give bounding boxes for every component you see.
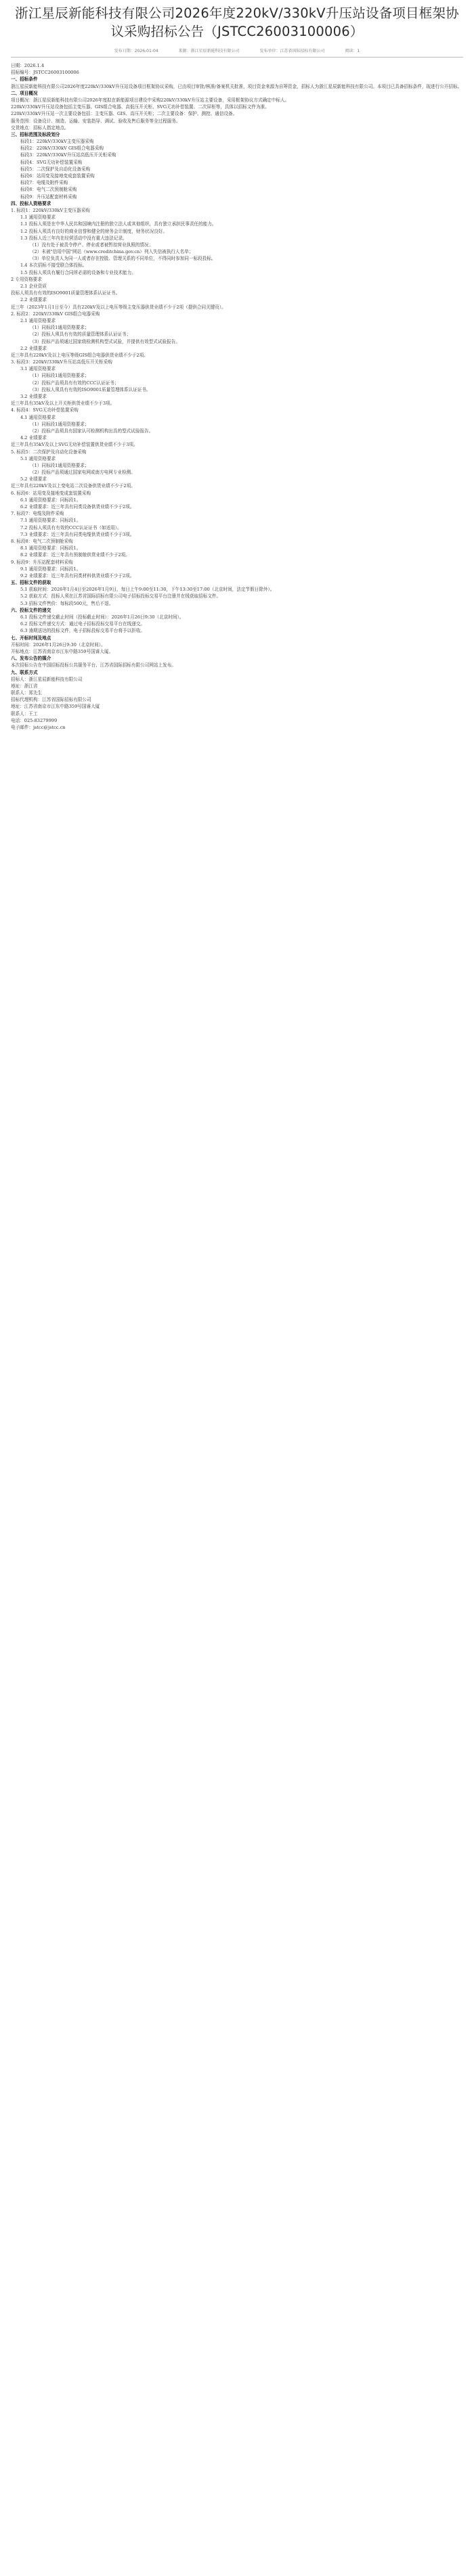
body-line: （3）投标人须具有有效的ISO9001质量管理体系认证证书。	[30, 386, 151, 392]
body-line: 4. 标段4：SVG无功补偿装置采购	[11, 407, 79, 413]
body-line: 7.3 业绩要求：近三年具有同类电缆供货业绩不少于3项。	[20, 531, 135, 537]
body-line: 1.4 本次招标不接受联合体投标。	[20, 263, 87, 269]
body-line: 投标人须具有有效的ISO9001质量管理体系认证证书。	[11, 290, 121, 296]
body-line: 标段1：220kV/330kV主变压器采购	[20, 139, 94, 145]
section-heading: 八、发布公告的媒介	[11, 656, 51, 662]
body-line: 5.2 获取方式：投标人须在江苏省国际招标有限公司电子招标投标交易平台注册并在线获取招标文件。	[20, 593, 221, 600]
body-line: 标段3：220kV/330kV升压站高低压开关柜采购	[20, 152, 116, 158]
body-line: 9.2 业绩要求：近三年具有同类材料供货业绩不少于2项。	[20, 572, 135, 579]
body-line: 1.1 通用资格要求	[20, 214, 56, 221]
body-line: 标段7：电缆及附件采购	[20, 180, 68, 186]
body-line: （1）同标段1通用资格要求；	[30, 325, 89, 331]
body-line: 电话：025-83279999	[11, 717, 58, 723]
body-line: 5.3 招标文件售价：每标段500元，售后不退。	[20, 600, 114, 606]
body-line: 7.1 通用资格要求：同标段1。	[20, 518, 81, 524]
body-line: 本次招标公告在中国招标投标公共服务平台、江苏省国际招标有限公司网站上发布。	[11, 662, 176, 669]
body-line: 7. 标段7：电缆及附件采购	[11, 511, 64, 517]
body-line: （3）单位负责人为同一人或者存在控股、管理关系的不同单位，不得同时参加同一标段投标。	[30, 256, 216, 262]
body-line: （1）同标段1通用资格要求；	[30, 373, 89, 379]
body-line: 地址：浙江省	[11, 683, 38, 689]
body-line: 联系人：郑先生	[11, 690, 43, 696]
body-line: 近三年具有220kV及以上变电站二次设备供货业绩不少于2项。	[11, 483, 135, 489]
section-heading: 五、招标文件的获取	[11, 580, 51, 586]
body-line: 开标地点：江苏省南京市江东中路359号国睿大厦。	[11, 648, 114, 654]
body-line: 标段5：二次保护及自动化设备采购	[20, 166, 91, 172]
body-line: 标段6：站用变及接地变成套装置采购	[20, 173, 95, 179]
section-heading: 三、招标范围及标段划分	[11, 131, 60, 137]
meta-date: 发布日期：2026-01-04	[114, 49, 158, 53]
body-line: （2）投标人须具有有效的质量管理体系认证证书；	[30, 332, 131, 338]
body-line: 5. 标段5：二次保护及自动化设备采购	[11, 449, 87, 455]
body-line: 近三年具有35kV及以上SVG无功补偿装置供货业绩不少于3项。	[11, 442, 138, 448]
meta-source: 来源：浙江星辰新能科技有限公司	[178, 49, 240, 53]
body-line: （2）投标产品须具有有效的CCC认证证书；	[30, 380, 119, 386]
body-line: 5.2 业绩要求	[20, 476, 47, 482]
body-line: 7.2 投标人须具有有效的CCC认证证书（如适用）。	[20, 524, 122, 530]
body-line: 3. 标段3：220kV/330kV升压站高低压开关柜采购	[11, 359, 112, 365]
body-line: 联系人：王工	[11, 710, 38, 717]
body-line: 服务范围：设备设计、制造、运输、安装指导、调试、验收及售后服务等全过程服务。	[11, 118, 181, 124]
body-line: 6.2 投标文件递交方式：通过电子招标投标交易平台在线递交。	[20, 621, 146, 627]
body-line: （2）投标产品须具有国家认可检测机构出具的型式试验报告。	[30, 428, 154, 434]
section-heading: 二、项目概况	[11, 90, 38, 96]
body-line: 220kV/330kV升压站一次主要设备包括：主变压器、GIS、高压开关柜；二次主要设备：保护、测控、通信设备。	[11, 111, 238, 117]
body-line: （1）同标段1通用资格要求；	[30, 462, 89, 468]
body-line: 招标人：浙江星辰新能科技有限公司	[11, 676, 83, 682]
body-line: 1.1 投标人须是在中华人民共和国境内注册的独立法人或其他组织，具有独立承担民事责任的能力。	[20, 221, 217, 227]
body-line: 4.2 业绩要求	[20, 435, 47, 441]
body-line: （1）没有处于被责令停产、停业或者被暂扣营业执照的情况；	[30, 242, 154, 248]
body-line: 日期：2026.1.4	[11, 63, 45, 68]
page-title: 浙江星辰新能科技有限公司2026年度220kV/330kV升压站设备项目框架协议采购招标公告（JSTCC26003100006）	[15, 5, 459, 39]
body-line: （1）同标段1通用资格要求；	[30, 421, 89, 427]
body-line: 9.1 通用资格要求：同标段1。	[20, 566, 81, 572]
body-line: 3.1 通用资格要求	[20, 366, 56, 372]
body-line: 6.2 业绩要求：近三年具有同类设备供货业绩不少于2项。	[20, 504, 135, 510]
body-line: 5.1 获取时间：2026年1月4日至2026年1月9日，每日上午9:00至11:30，下午13:30至17:00（北京时间，法定节假日除外）。	[20, 587, 275, 593]
body-line: 6.1 通用资格要求：同标段1。	[20, 497, 81, 503]
body-line: 标段4：SVG无功补偿装置采购	[20, 159, 83, 165]
body-line: 3.2 业绩要求	[20, 394, 47, 399]
body-line: （3）投标产品须通过国家级检测机构型式试验，并提供有效型式试验报告。	[30, 338, 180, 344]
body-line: 2 专用资格要求	[11, 276, 42, 282]
body-line: 浙江星辰新能科技有限公司2026年度220kV/330kV升压站设备项目框架协议采购，已由项目审批/核准/备案机关批准，项目资金来源为自筹资金，招标人为浙江星辰新能科技有限公司。本项目已具备招标条件，现进行公开招标。	[11, 83, 462, 89]
body-line: 标段8：电气二次预制舱采购	[20, 187, 77, 193]
body-line: 近三年具有220kV及以上电压等级GIS组合电器供货业绩不少于2项。	[11, 352, 148, 358]
body-line: 项目概况：浙江星辰新能科技有限公司2026年度拟在新能源项目建设中采购220kV/330kV升压站主要设备，采用框架协议方式确定中标人。	[11, 97, 290, 103]
divider	[11, 57, 463, 58]
body-line: 8.2 业绩要求：近三年具有预制舱供货业绩不少于2项。	[20, 552, 130, 558]
body-line: 1.3 投标人近三年内在经营活动中没有重大违法记录。	[20, 235, 127, 241]
body-line: 2.1 通用资格要求	[20, 317, 56, 323]
body-line: 交货地点：招标人指定地点。	[11, 125, 69, 131]
body-line: 2.2 业绩要求	[20, 345, 47, 351]
body-line: 1.2 投标人须具有良好的商业信誉和健全的财务会计制度，财务状况良好。	[20, 228, 167, 234]
body-line: 标段2：220kV/330kV GIS组合电器采购	[20, 145, 104, 152]
section-heading: 六、投标文件的递交	[11, 607, 51, 613]
body-line: 8. 标段8：电气二次预制舱采购	[11, 538, 73, 544]
body-line: 6. 标段6：站用变及接地变成套装置采购	[11, 490, 91, 496]
body-line: 1.5 投标人须具有履行合同所必需的设备和专业技术能力。	[20, 269, 136, 275]
body-line: 电子邮件：jstcc@jstcc.cn	[11, 725, 66, 730]
body-line: 8.1 通用资格要求：同标段1。	[20, 545, 81, 551]
body-line: 开标时间：2026年1月26日9:30（北京时间）。	[11, 641, 106, 648]
section-heading: 一、招标条件	[11, 76, 38, 83]
body-line: 招标代理机构：江苏省国际招标有限公司	[11, 697, 91, 703]
body-line: （2）未被"信用中国"网站（www.creditchina.gov.cn）列入失信被执行人名单；	[30, 249, 194, 255]
body-line: 标段9：升压站配套材料采购	[20, 194, 77, 200]
body-line: 5.1 通用资格要求	[20, 455, 56, 461]
body-line: 2.2 业绩要求	[20, 297, 47, 303]
body-line: 9. 标段9：升压站配套材料采购	[11, 559, 73, 565]
body-line: 220kV/330kV升压站设备包括主变压器、GIS组合电器、高低压开关柜、SVG无功补偿装置、二次屏柜等，具体以招标文件为准。	[11, 104, 270, 110]
meta-views: 阅读：1	[345, 49, 360, 53]
announcement-body	[11, 62, 463, 731]
body-line: 2.1 企业资质	[20, 284, 47, 289]
body-line: 地址：江苏省南京市江东中路359号国睿大厦	[11, 704, 100, 710]
body-line: 近三年（2023年1月1日至今）具有220kV及以上电压等级主变压器供货业绩不少于2项（提供合同关键页）。	[11, 304, 226, 310]
body-line: 2. 标段2：220kV/330kV GIS组合电器采购	[11, 311, 100, 317]
body-line: 近三年具有35kV及以上开关柜供货业绩不少于3项。	[11, 401, 115, 407]
section-heading: 七、开标时间及地点	[11, 635, 51, 641]
section-heading: 四、投标人资格要求	[11, 200, 51, 206]
section-heading: 九、联系方式	[11, 669, 38, 675]
meta-publisher: 发布单位：江苏省国际招标有限公司	[259, 49, 325, 53]
body-line: 1. 标段1：220kV/330kV主变压器采购	[11, 207, 90, 213]
body-line: （2）投标产品须通过国家电网或南方电网专业检测。	[30, 470, 135, 476]
body-line: 6.1 投标文件递交截止时间（投标截止时间）：2026年1月26日9:30（北京时间）。	[20, 614, 184, 620]
body-line: 6.3 逾期送达的投标文件，电子招标投标交易平台将予以拒收。	[20, 628, 146, 634]
meta-bar	[0, 47, 474, 53]
body-line: 招标编号：JSTCC26003100006	[11, 70, 79, 76]
body-line: 4.1 通用资格要求	[20, 414, 56, 420]
